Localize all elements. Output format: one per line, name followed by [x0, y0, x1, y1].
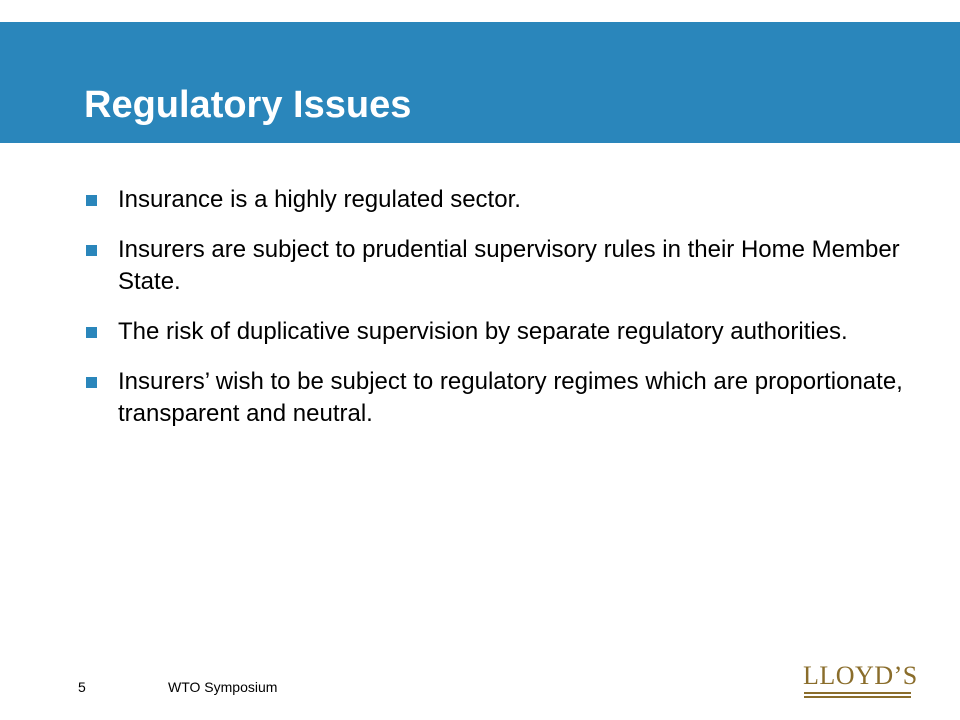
square-bullet-icon — [86, 245, 97, 256]
lloyds-logo — [803, 661, 918, 699]
bullet-item — [84, 366, 904, 430]
logo-underline — [804, 696, 911, 698]
bullet-item — [84, 184, 904, 216]
bullet-list — [84, 184, 904, 448]
slide-title: Regulatory Issues — [84, 84, 412, 126]
bullet-text: Insurance is a highly regulated sector. — [118, 186, 521, 213]
bullet-item — [84, 316, 904, 348]
square-bullet-icon — [86, 377, 97, 388]
bullet-text: Insurers’ wish to be subject to regulatory regimes which are proportionate, transparent and neutral. — [118, 368, 903, 427]
logo-underline — [804, 692, 911, 694]
slide-number: 5 — [78, 679, 86, 695]
logo-wordmark: LLOYD’S — [803, 661, 918, 690]
bullet-text: Insurers are subject to prudential supervisory rules in their Home Member State. — [118, 236, 900, 295]
square-bullet-icon — [86, 195, 97, 206]
bullet-text: The risk of duplicative supervision by separate regulatory authorities. — [118, 318, 848, 345]
square-bullet-icon — [86, 327, 97, 338]
footer-text: WTO Symposium — [168, 679, 278, 695]
bullet-item — [84, 234, 904, 298]
